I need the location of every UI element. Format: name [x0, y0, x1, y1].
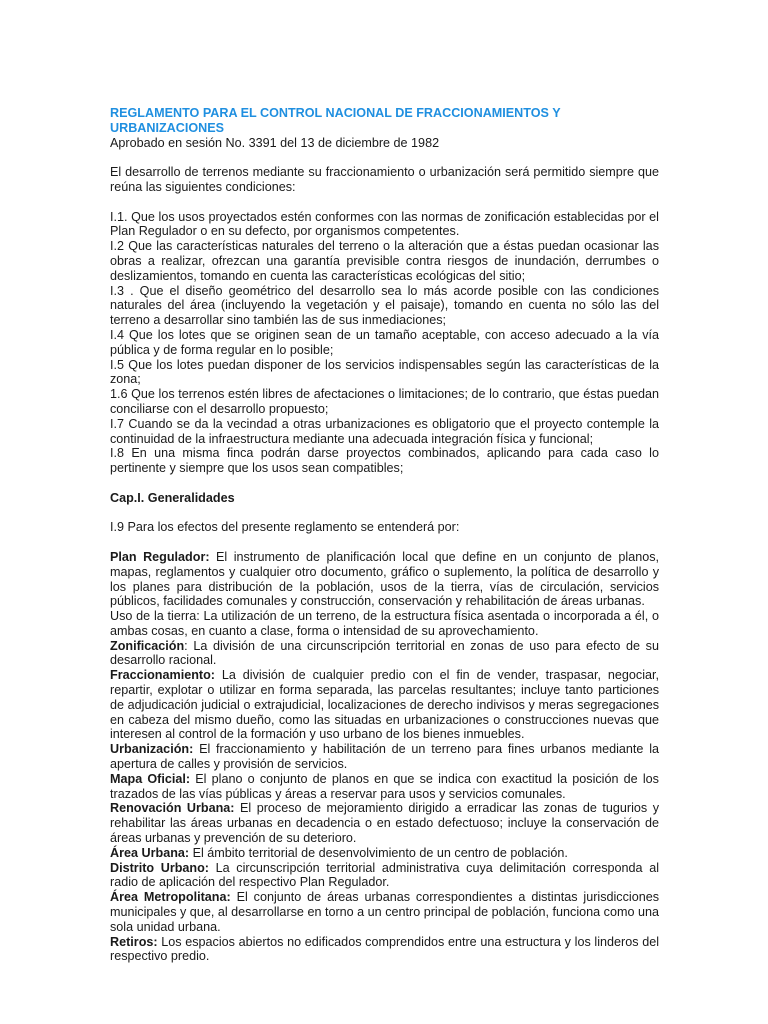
document-title: REGLAMENTO PARA EL CONTROL NACIONAL DE FRACCIONAMIENTOS Y URBANIZACIONES: [110, 106, 561, 135]
definition-term: Mapa Oficial:: [110, 771, 191, 786]
condition-item: I.5 Que los lotes puedan disponer de los servicios indispensables según las características de la zona;: [110, 357, 659, 387]
definition-item: [110, 935, 659, 965]
definition-term: Renovación Urbana:: [110, 801, 235, 816]
definition-item: [110, 668, 659, 742]
chapter-heading: Cap.I. Generalidades: [110, 490, 235, 505]
condition-item: I.8 En una misma finca podrán darse proyectos combinados, aplicando para cada caso lo pertinente y siempre que los usos sean compatibles;: [110, 446, 659, 476]
definition-term: Urbanización:: [110, 742, 194, 757]
definition-term: Fraccionamiento:: [110, 668, 215, 683]
approval-note: Aprobado en sesión No. 3391 del 13 de diciembre de 1982: [110, 135, 440, 150]
definition-item: [110, 861, 659, 891]
definition-text: La circunscripción territorial administrativa cuya delimitación corresponda al radio de aplicación del respectivo Plan Regulador.: [110, 860, 659, 890]
definition-text: Uso de la tierra: La utilización de un terreno, de la estructura física asentada o incorporada a él, o ambas cosas, en cuanto a clase, forma o intensidad de su aprovechamiento.: [110, 609, 659, 638]
definition-text: El proceso de mejoramiento dirigido a erradicar las zonas de tugurios y rehabilitar las áreas urbanas en decadencia o en estado defectuoso; incluye la conservación de áreas urbanas y prevención de su deterioro.: [110, 801, 660, 846]
definition-item: [110, 772, 659, 802]
condition-item: I.7 Cuando se da la vecindad a otras urbanizaciones es obligatorio que el proyecto contemple la continuidad de la infraestructura mediante una adecuada integración física y funcional;: [110, 416, 659, 446]
condition-item: I.4 Que los lotes que se originen sean de un tamaño aceptable, con acceso adecuado a la vía pública y de forma regular en lo posible;: [110, 327, 659, 357]
definition-text: El ámbito territorial de desenvolvimiento de un centro de población.: [189, 845, 568, 860]
definition-term: Área Metropolitana:: [110, 890, 231, 905]
definition-item: [110, 742, 659, 772]
definition-term: Área Urbana:: [110, 845, 190, 860]
definition-text: El plano o conjunto de planos en que se indica con exactitud la posición de los trazados de las vías públicas y áreas a reservar para usos y servicios comunales.: [110, 771, 659, 801]
intro-paragraph: El desarrollo de terrenos mediante su fraccionamiento o urbanización será permitido siempre que reúna las siguientes condiciones:: [110, 165, 659, 194]
definition-term: Plan Regulador:: [110, 549, 210, 564]
definition-text: La división de cualquier predio con el fin de vender, traspasar, negociar, repartir, explotar o utilizar en forma separada, las parcelas resultantes; incluye tanto particiones de adjudicación judicial o extrajudicial, localizaciones de derecho indivisos y meras segregaciones en cabeza del mismo dueño, como las situadas en urbanizaciones o construcciones nuevas que interesen al control de la formación y uso urbano de los bienes inmuebles.: [110, 668, 659, 742]
definition-item: [110, 801, 659, 845]
definition-text: Los espacios abiertos no edificados comprendidos entre una estructura y los linderos del respectivo predio.: [110, 934, 659, 964]
document-page: [110, 106, 659, 964]
definition-item: [110, 550, 659, 609]
definition-item: [110, 846, 659, 861]
definition-item: [110, 890, 659, 934]
definition-item: [110, 609, 659, 639]
condition-item: I.2 Que las características naturales del terreno o la alteración que a éstas puedan ocasionar las obras a realizar, ofrezcan una garantía previsible contra riesgos de inundación, derrumbes o deslizamientos, tomando en cuenta las características ecológicas del sitio;: [110, 239, 659, 283]
condition-item: I.3 . Que el diseño geométrico del desarrollo sea lo más acorde posible con las condiciones naturales del área (incluyendo la vegetación y el paisaje), tomando en cuenta no sólo las del terreno a desarrollar sino también las de sus inmediaciones;: [110, 283, 659, 328]
definition-term: Distrito Urbano:: [110, 860, 209, 875]
definition-item: [110, 639, 659, 669]
definition-term: Retiros:: [110, 934, 158, 949]
definition-text: : La división de una circunscripción territorial en zonas de uso para efecto de su desarrollo racional.: [110, 638, 659, 668]
condition-item: I.1. Que los usos proyectados estén conformes con las normas de zonificación establecidas por el Plan Regulador o en su defecto, por organismos competentes.: [110, 209, 659, 239]
definition-text: El fraccionamiento y habilitación de un terreno para fines urbanos mediante la apertura de calles y provisión de servicios.: [110, 742, 659, 772]
definition-text: El instrumento de planificación local que define en un conjunto de planos, mapas, reglamentos y cualquier otro documento, gráfico o suplemento, la política de desarrollo y los planes para distribución de la población, usos de la tierra, vías de circulación, servicios públicos, facilidades comunales y construcción, conservación y rehabilitación de áreas urbanas.: [110, 549, 660, 609]
condition-item: 1.6 Que los terrenos estén libres de afectaciones o limitaciones; de lo contrario, que éstas puedan conciliarse con el desarrollo propuesto;: [110, 387, 659, 416]
definitions-intro: I.9 Para los efectos del presente reglamento se entenderá por:: [110, 520, 460, 535]
definition-term: Zonificación: [110, 638, 185, 653]
definition-text: El conjunto de áreas urbanas correspondientes a distintas jurisdicciones municipales y que, al desarrollarse en torno a un centro principal de población, funciona como una sola unidad urbana.: [110, 890, 660, 934]
